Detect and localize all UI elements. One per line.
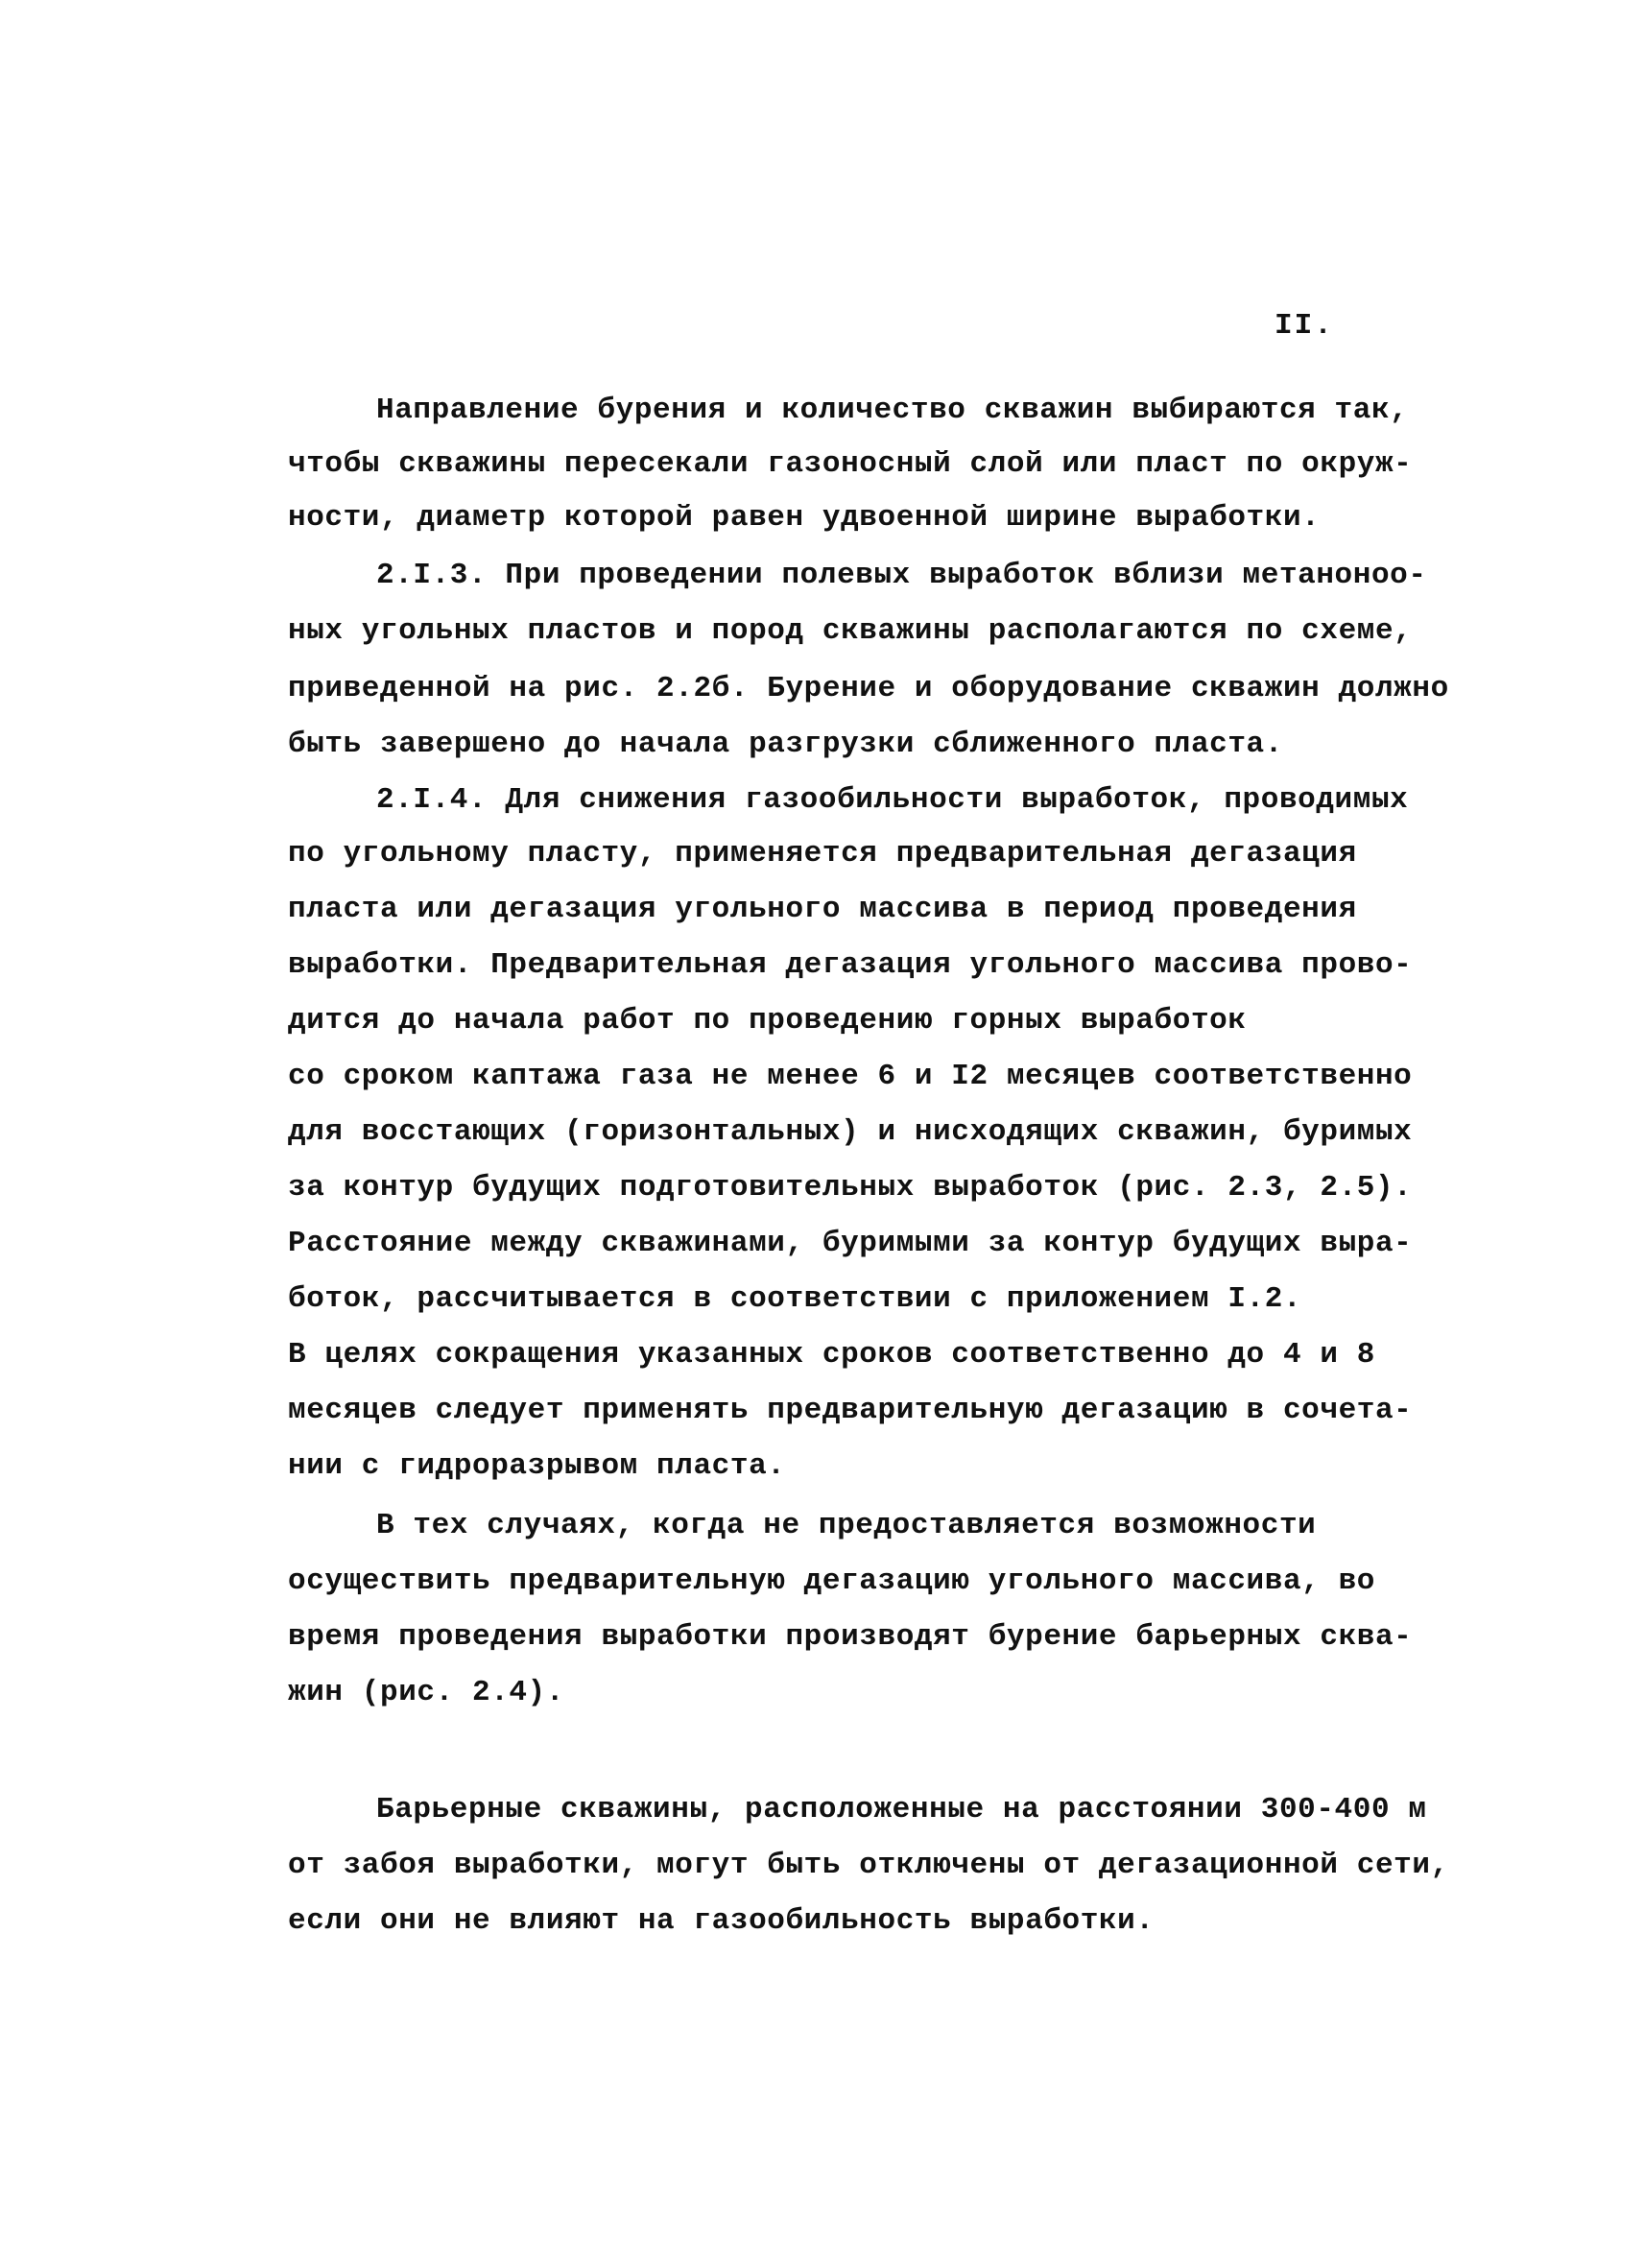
text-line: быть завершено до начала разгрузки сближенного пласта. xyxy=(288,728,1283,761)
text-line: месяцев следует применять предварительную дегазацию в сочета- xyxy=(288,1394,1413,1427)
text-line: Направление бурения и количество скважин выбираются так, xyxy=(376,394,1409,427)
text-line: за контур будущих подготовительных выработок (рис. 2.3, 2.5). xyxy=(288,1171,1413,1205)
text-line: В тех случаях, когда не предоставляется возможности xyxy=(376,1509,1317,1542)
text-line: ности, диаметр которой равен удвоенной ширине выработки. xyxy=(288,501,1321,535)
text-line: для восстающих (горизонтальных) и нисходящих скважин, буримых xyxy=(288,1115,1413,1149)
text-line: от забоя выработки, могут быть отключены от дегазационной сети, xyxy=(288,1849,1449,1882)
text-line: 2.I.4. Для снижения газообильности выработок, проводимых xyxy=(376,783,1409,817)
text-line: приведенной на рис. 2.2б. Бурение и оборудование скважин должно xyxy=(288,672,1449,705)
text-line: время проведения выработки производят бурение барьерных сква- xyxy=(288,1620,1413,1654)
text-line: со сроком каптажа газа не менее 6 и I2 месяцев соответственно xyxy=(288,1060,1413,1093)
text-line: осуществить предварительную дегазацию угольного массива, во xyxy=(288,1564,1375,1598)
text-line: 2.I.3. При проведении полевых выработок вблизи метаноноо- xyxy=(376,559,1427,592)
text-line: боток, рассчитывается в соответствии с приложением I.2. xyxy=(288,1282,1302,1316)
text-line: пласта или дегазация угольного массива в период проведения xyxy=(288,893,1357,926)
text-line: по угольному пласту, применяется предварительная дегазация xyxy=(288,837,1357,871)
text-line: если они не влияют на газообильность выработки. xyxy=(288,1904,1155,1938)
text-line: жин (рис. 2.4). xyxy=(288,1676,565,1709)
text-line: дится до начала работ по проведению горных выработок xyxy=(288,1004,1247,1038)
page-number: II. xyxy=(1275,309,1334,343)
text-line: Барьерные скважины, расположенные на расстоянии 300-400 м xyxy=(376,1793,1427,1826)
text-line: В целях сокращения указанных сроков соответственно до 4 и 8 xyxy=(288,1338,1375,1372)
text-line: нии с гидроразрывом пласта. xyxy=(288,1449,786,1483)
text-line: ных угольных пластов и пород скважины располагаются по схеме, xyxy=(288,614,1413,648)
text-line: Расстояние между скважинами, буримыми за контур будущих выра- xyxy=(288,1227,1413,1260)
text-line: чтобы скважины пересекали газоносный слой или пласт по окруж- xyxy=(288,447,1413,481)
text-line: выработки. Предварительная дегазация угольного массива прово- xyxy=(288,948,1413,982)
